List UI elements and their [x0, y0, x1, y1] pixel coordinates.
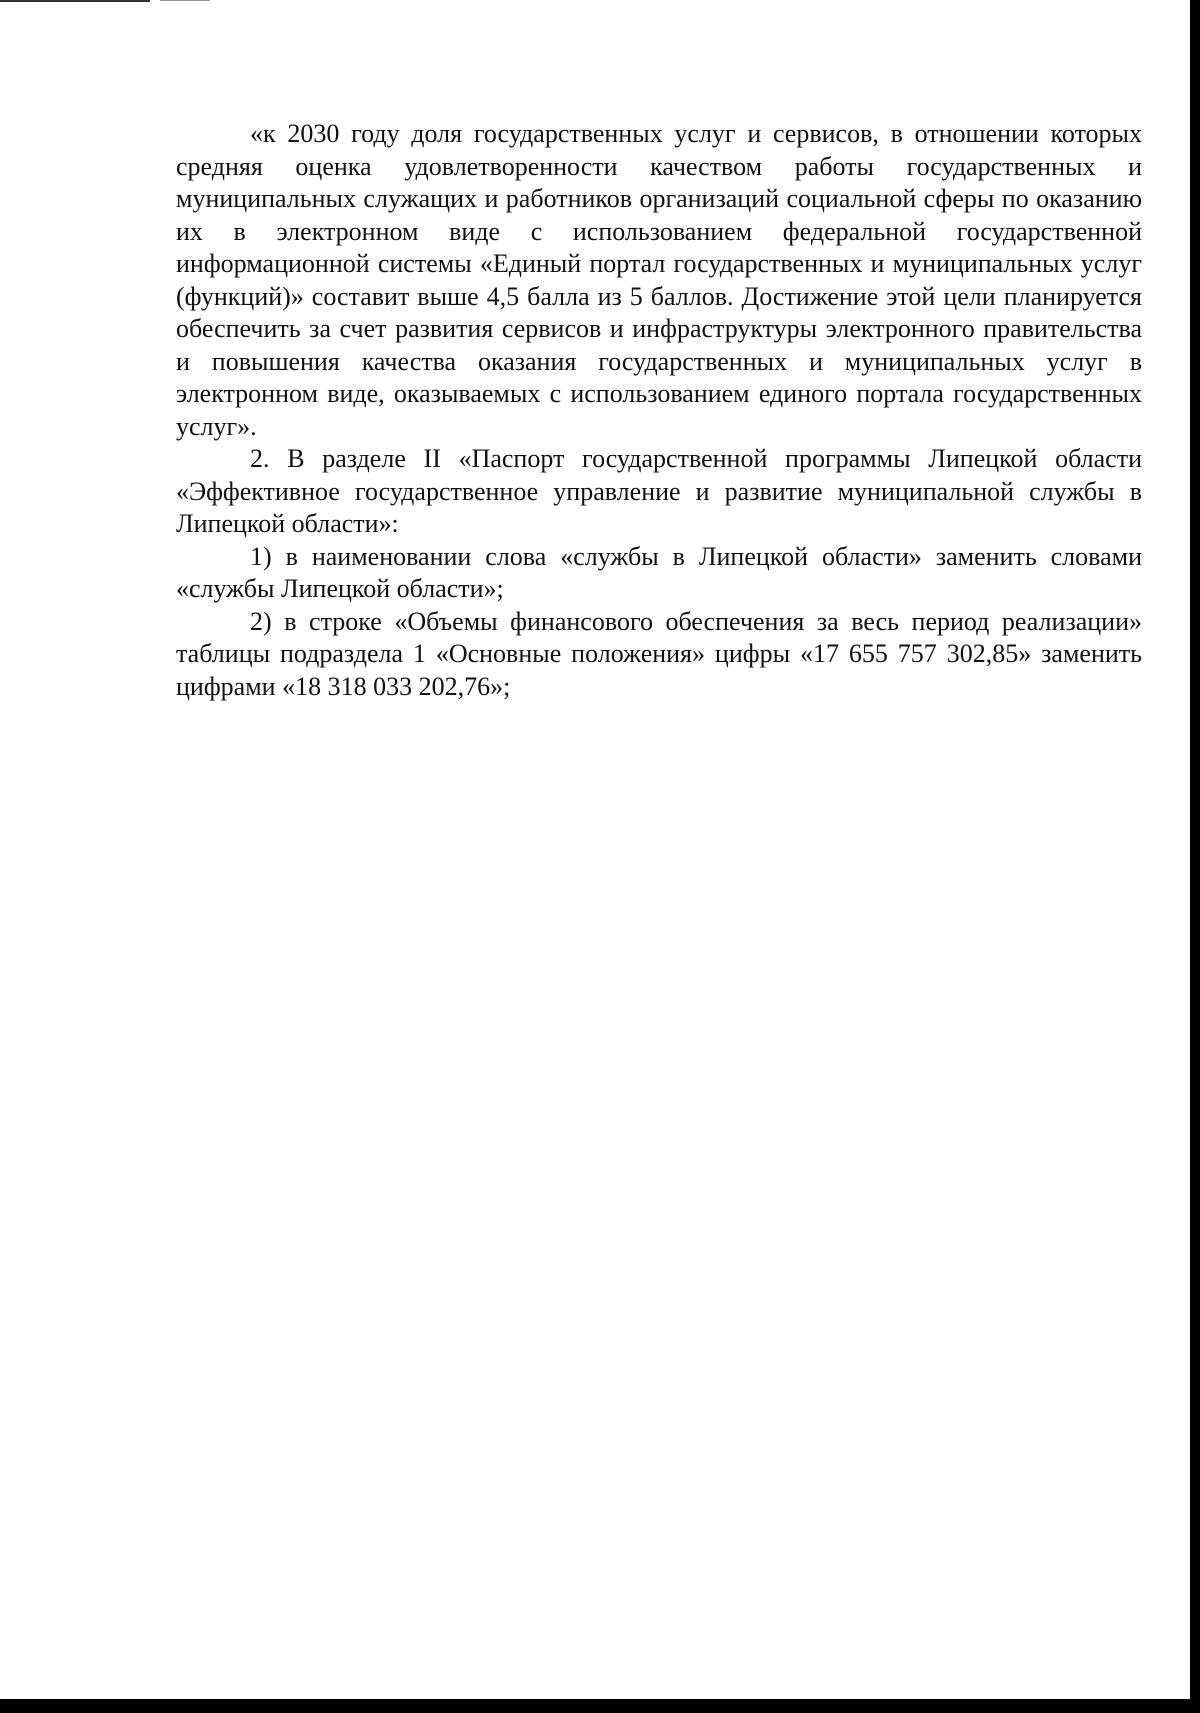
document-body — [176, 118, 1142, 703]
scan-border-right — [1190, 0, 1200, 1713]
paragraph-item-1: 1) в наименовании слова «службы в Липецкой области» заменить словами «службы Липецкой области»; — [176, 541, 1142, 603]
paragraph-target-indicator: «к 2030 году доля государственных услуг и сервисов, в отношении которых средняя оценка удовлетворенности качеством работы государственных и муниципальных служащих и работников организаций социальной сферы по оказанию их в электронном виде с использованием федеральной государственной информационной системы «Единый портал государственных и муниципальных услуг (функций)» составит выше 4,5 балла из 5 баллов. Достижение этой цели планируется обеспечить за счет развития сервисов и инфраструктуры электронного правительства и повышения качества оказания государственных и муниципальных услуг в электронном виде, оказываемых с использованием единого портала государственных услуг». — [176, 119, 1142, 441]
paragraph-section-ii-intro: 2. В разделе II «Паспорт государственной программы Липецкой области «Эффективное государственное управление и развитие муниципальной службы в Липецкой области»: — [176, 444, 1142, 538]
scan-border-bottom — [0, 1699, 1200, 1713]
paragraph-item-2: 2) в строке «Объемы финансового обеспечения за весь период реализации» таблицы подраздела 1 «Основные положения» цифры «17 655 757 302,85» заменить цифрами «18 318 033 202,76»; — [176, 606, 1142, 701]
scan-artifact-top — [0, 0, 150, 2]
scan-artifact-top-faint — [160, 0, 210, 1]
